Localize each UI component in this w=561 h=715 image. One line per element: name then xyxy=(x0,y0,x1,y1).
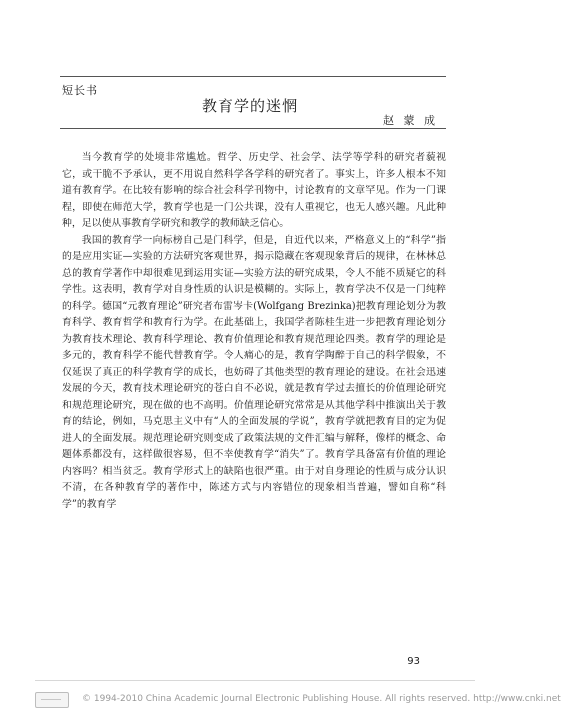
article-title: 教育学的迷惘 xyxy=(201,97,298,115)
header-bottom-rule xyxy=(60,128,446,129)
copyright-notice: © 1994-2010 China Academic Journal Electronic Publishing House. All rights reserved. http://www.cnki.net xyxy=(82,694,561,704)
footer-rule xyxy=(35,680,475,681)
publisher-logo-icon xyxy=(35,692,69,708)
header-top-rule xyxy=(60,76,446,77)
body-paragraph: 当今教育学的处境非常尴尬。哲学、历史学、社会学、法学等学科的研究者藐视它，或干脆不予承认，更不用说自然科学各学科的研究者了。事实上，许多人根本不知道有教育学。在比较有影响的综合社会科学刊物中，讨论教育的文章罕见。作为一门课程，即使在师范大学，教育学也是一门公共课，没有人重视它，也无人感兴趣。凡此种种，足以使从事教育学研究和教学的教师缺乏信心。 xyxy=(62,152,446,229)
column-name: 短长书 xyxy=(62,84,98,97)
body-paragraph: 我国的教育学一向标榜自己是门科学，但是，自近代以来，严格意义上的“科学”指的是应用实证—实验的方法研究客观世界，揭示隐藏在客观现象背后的规律，在林林总总的教育学著作中却很难见到运用实证—实验方法的研究成果，令人不能不质疑它的科学性。这表明，教育学对自身性质的认识是模糊的。实际上，教育学决不仅是一门纯粹的科学。德国“元教育理论”研究者布雷岑卡(Wolfgang Brezinka)把教育理论划分为教育科学、教育哲学和教育行为学。在此基础上，我国学者陈桂生进一步把教育理论划分为教育技术理论、教育科学理论、教育价值理论和教育规范理论四类。教育学的理论是多元的，教育科学不能代替教育学。令人痛心的是，教育学陶醉于自己的科学假象，不仅延误了真正的科学教育学的成长，也妨碍了其他类型的教育理论的建设。在社会迅速发展的今天，教育技术理论研究的苍白自不必说，就是教育学过去擅长的价值理论研究和规范理论研究，现在做的也不高明。价值理论研究常常是从其他学科中推演出关于教育的结论，例如，马克思主义中有“人的全面发展的学说”，教育学就把教育目的定为促进人的全面发展。规范理论研究则变成了政策法规的文件汇编与解释，像样的概念、命题体系都没有，这样做很容易，但不幸使教育学“消失”了。教育学具备富有价值的理论内容吗？相当贫乏。教育学形式上的缺陷也很严重。由于对自身理论的性质与成分认识不清，在各种教育学的著作中，陈述方式与内容错位的现象相当普遍，譬如自称“科学”的教育学 xyxy=(62,234,446,510)
page-number: 93 xyxy=(407,656,420,667)
author-name: 赵 蒙 成 xyxy=(383,114,438,127)
article-body xyxy=(62,150,446,513)
